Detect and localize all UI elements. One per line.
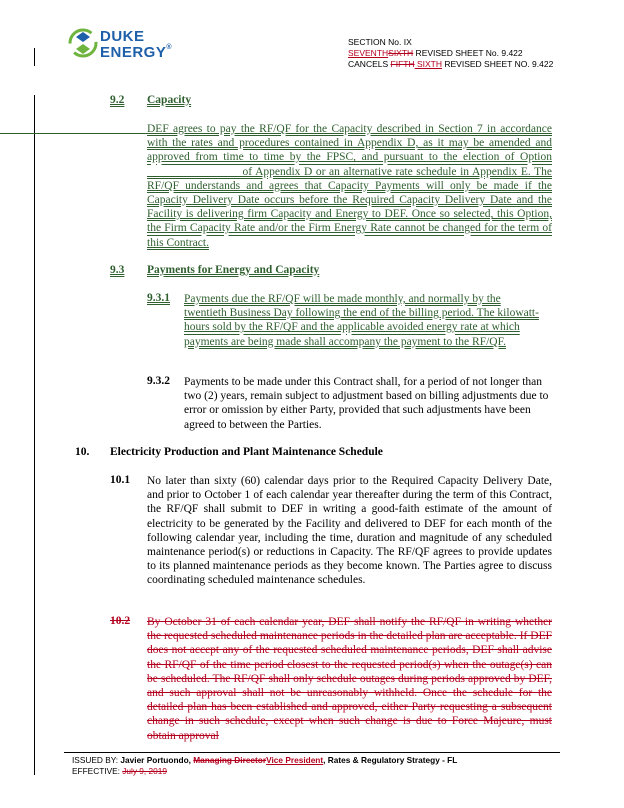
logo-text-energy: ENERGY® bbox=[100, 44, 173, 61]
logo-text-duke: DUKE bbox=[100, 28, 145, 45]
effective-line: EFFECTIVE: July 9, 2019 bbox=[72, 766, 167, 776]
section-9-3-number: 9.3 bbox=[110, 264, 125, 276]
revision-marker-line bbox=[0, 133, 148, 134]
section-9-3-1-number: 9.3.1 bbox=[147, 292, 170, 304]
sheet-header bbox=[348, 37, 553, 70]
section-10-1-number: 10.1 bbox=[110, 474, 131, 486]
duke-energy-logo bbox=[68, 26, 188, 66]
section-10-number: 10. bbox=[75, 446, 90, 458]
issued-by-line: ISSUED BY: Javier Portuondo, Managing DirectorVice President, Rates & Regulatory Strategy - FL bbox=[72, 755, 458, 765]
revision-bar-top bbox=[34, 48, 35, 66]
section-number: SECTION No. IX bbox=[348, 37, 412, 47]
section-9-2-text: DEF agrees to pay the RF/QF for the Capacity described in Section 7 in accordance with the rates and procedures contained in Appendix D, as it may be amended and approved from time to time by the FPSC, and pursuant to the election of Option ________________ of Appendix D or an alternative rate schedule in Appendix E. The RF/QF understands and agrees that Capacity Payments will only be made if the Capacity Delivery Date occurs before the Required Capacity Delivery Date and the Facility is delivering firm Capacity and Energy to DEF. Once so selected, this Option, the Firm Capacity Rate and/or the Firm Energy Rate cannot be changed for the term of this Contract. bbox=[147, 123, 552, 249]
duke-flame-icon bbox=[68, 28, 98, 58]
section-9-3-2-text: Payments to be made under this Contract shall, for a period of not longer than two (2) years, remain subject to adjustment based on billing adjustments due to error or omission by either Party, provided that such adjustments have been agreed to between the Parties. bbox=[184, 376, 549, 431]
revised-sheet-line: SEVENTHSIXTH REVISED SHEET No. 9.422 bbox=[348, 48, 523, 58]
footer bbox=[72, 755, 457, 777]
section-9-3-title: Payments for Energy and Capacity bbox=[147, 264, 320, 276]
section-10-2-number: 10.2 bbox=[110, 615, 131, 627]
section-10-2-text: By October 31 of each calendar year, DEF shall notify the RF/QF in writing whether the requested scheduled maintenance periods in the detailed plan are acceptable. If DEF does not accept any of the requested scheduled maintenance periods, DEF shall advise the RF/QF of the time period closest to the requested period(s) when the outage(s) can be scheduled. The RF/QF shall only schedule outages during periods approved by DEF, and such approval shall not be unreasonably withheld. Once the schedule for the detailed plan has been established and approved, either Party requesting a subsequent change in such schedule, except when such change is due to Force Majeure, must obtain approval bbox=[147, 616, 552, 742]
footer-rule bbox=[64, 752, 560, 753]
section-10-title: Electricity Production and Plant Maintenance Schedule bbox=[110, 446, 383, 458]
section-10-1-text: No later than sixty (60) calendar days prior to the Required Capacity Delivery Date, and prior to October 1 of each calendar year thereafter during the term of this Contract, the RF/QF shall submit to DEF in writing a good-faith estimate of the amount of electricity to be generated by the Facility and delivered to DEF for each month of the following calendar year, including the time, duration and magnitude of any scheduled maintenance period(s) or reductions in Capacity. The RF/QF agrees to provide updates to its planned maintenance periods as they become known. The Parties agree to discuss coordinating scheduled maintenance schedules. bbox=[147, 475, 552, 587]
cancels-line: CANCELS FIFTH SIXTH REVISED SHEET NO. 9.422 bbox=[348, 59, 554, 69]
revision-bar-left bbox=[34, 95, 35, 775]
section-9-3-2-number: 9.3.2 bbox=[147, 375, 170, 387]
section-9-2-number: 9.2 bbox=[110, 94, 125, 106]
section-9-2-title: Capacity bbox=[147, 94, 192, 106]
section-9-3-1-text: Payments due the RF/QF will be made monthly, and normally by the twentieth Business Day following the end of the billing period. The kilowatt-hours sold by the RF/QF and the applicable avoided energy rate at which payments are being made shall accompany the payment to the RF/QF. bbox=[184, 293, 539, 348]
